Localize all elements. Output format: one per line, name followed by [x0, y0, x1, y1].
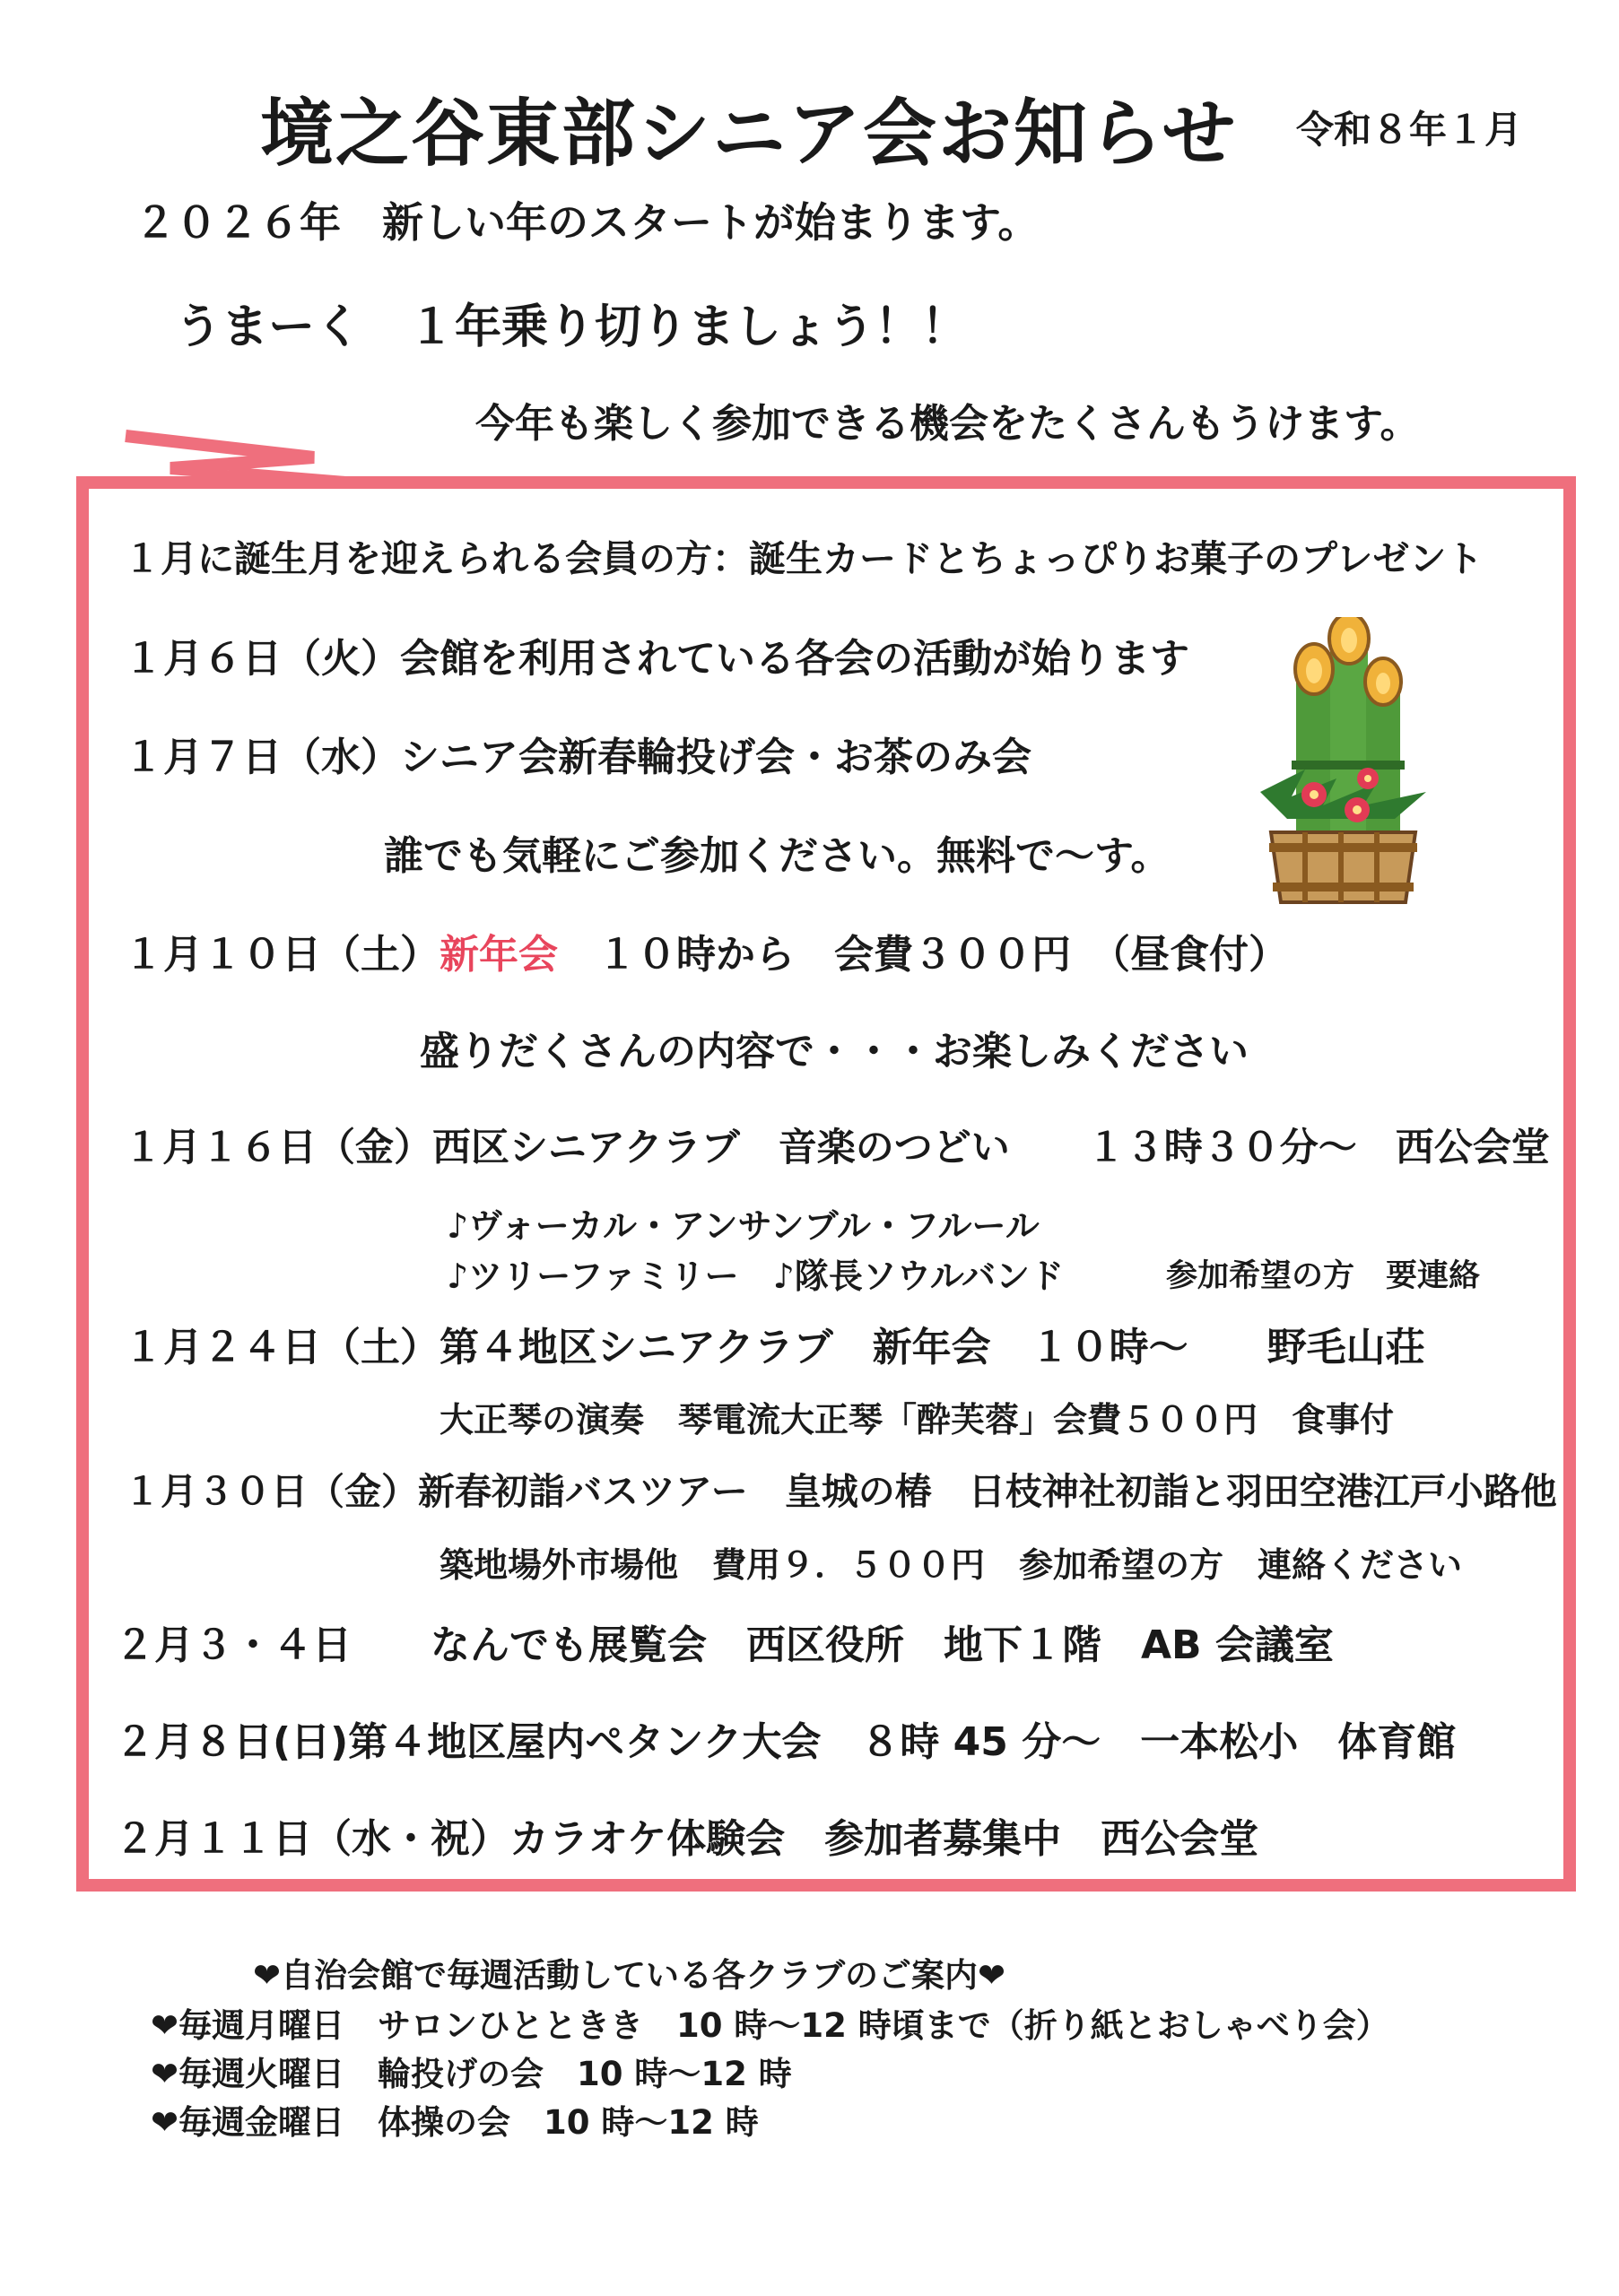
footer-item-monday: ❤毎週月曜日 サロンひとときき 10 時～12 時頃まで（折り紙とおしゃべり会） — [151, 2006, 1389, 2045]
intro-line-2: うまーく １年乗り切りましょう！！ — [175, 300, 969, 354]
event-feb8: ２月８日(日)第４地区屋内ペタンク大会 ８時 45 分～ 一本松小 体育館 — [115, 1719, 1457, 1765]
event-feb3-4: ２月３・４日 なんでも展覧会 西区役所 地下１階 AB 会議室 — [115, 1622, 1334, 1668]
event-jan10-details: １０時から 会費３００円 （昼食付） — [558, 932, 1288, 978]
event-jan10-date: １月１０日（土） — [124, 932, 440, 978]
event-jan6: １月６日（火）会館を利用されている各会の活動が始ります — [124, 636, 1189, 682]
event-jan7-note: 誰でも気軽にご参加ください。無料で～す。 — [384, 833, 1171, 879]
event-jan16: １月１６日（金）西区シニアクラブ 音楽のつどい １３時３０分～ 西公会堂 — [124, 1126, 1550, 1170]
intro-line-3: 今年も楽しく参加できる機会をたくさんもうけます。 — [475, 401, 1420, 447]
event-jan24: １月２４日（土）第４地区シニアクラブ 新年会 １０時～ 野毛山荘 — [124, 1325, 1425, 1370]
event-feb11: ２月１１日（水・祝）カラオケ体験会 参加者募集中 西公会堂 — [115, 1816, 1259, 1862]
event-jan10 — [124, 922, 1288, 979]
event-jan24-detail: 大正琴の演奏 琴電流大正琴「酔芙蓉」会費５００円 食事付 — [440, 1400, 1395, 1439]
kadomatsu-icon — [1251, 617, 1435, 913]
issue-date: 令和８年１月 — [1296, 108, 1523, 152]
page-title: 境之谷東部シニア会お知らせ — [260, 91, 1238, 177]
event-jan30: １月３０日（金）新春初詣バスツアー 皇城の椿 日枝神社初詣と羽田空港江戸小路他 — [124, 1470, 1557, 1513]
event-jan7: １月７日（水）シニア会新春輪投げ会・お茶のみ会 — [124, 735, 1031, 780]
event-jan16-contact: 参加希望の方 要連絡 — [1166, 1258, 1481, 1294]
footer-item-friday: ❤毎週金曜日 体操の会 10 時～12 時 — [151, 2103, 759, 2142]
footer-item-tuesday: ❤毎週火曜日 輪投げの会 10 時～12 時 — [151, 2055, 792, 2093]
event-jan30-detail: 築地場外市場他 費用９．５００円 参加希望の方 連絡ください — [440, 1545, 1463, 1585]
event-birthday: １月に誕生月を迎えられる会員の方：誕生カードとちょっぴりお菓子のプレゼント — [124, 537, 1484, 580]
footer-heading: ❤自治会館で毎週活動している各クラブのご案内❤ — [253, 1956, 1006, 1995]
event-jan16-performer-2: ♪ツリーファミリー ♪隊長ソウルバンド — [447, 1257, 1065, 1296]
intro-line-1: ２０２６年 新しい年のスタートが始まります。 — [135, 198, 1040, 247]
event-jan10-highlight: 新年会 — [440, 932, 558, 978]
event-jan10-note: 盛りだくさんの内容で・・・お楽しみください — [420, 1029, 1249, 1074]
event-jan16-performer-1: ♪ヴォーカル・アンサンブル・フルール — [447, 1206, 1040, 1246]
